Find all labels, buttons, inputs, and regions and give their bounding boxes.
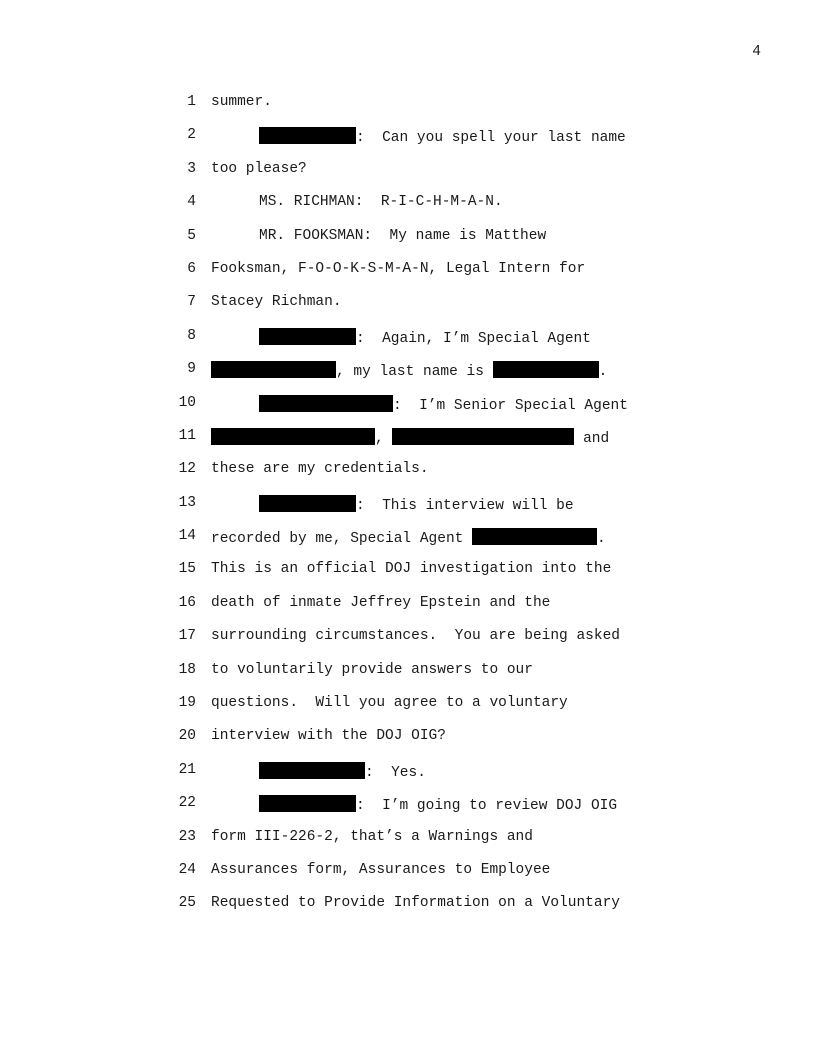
transcript-line <box>0 659 816 692</box>
redaction-box <box>493 361 599 378</box>
transcript-line <box>0 592 816 625</box>
line-number: 1 <box>187 94 196 110</box>
redaction-box <box>392 428 574 445</box>
line-number: 20 <box>178 728 196 745</box>
redaction-box <box>259 762 365 779</box>
line-number: 15 <box>178 561 196 578</box>
line-text: This is an official DOJ investigation into the <box>211 561 612 578</box>
line-text: . <box>597 531 606 548</box>
transcript-line <box>0 525 816 558</box>
line-text: and <box>574 430 610 447</box>
line-text: : I’m going to review DOJ OIG <box>356 798 618 815</box>
transcript-line <box>0 225 816 258</box>
line-text: : Again, I’m Special Agent <box>356 330 591 347</box>
line-number: 17 <box>178 628 196 645</box>
transcript-line <box>0 458 816 491</box>
transcript-line <box>0 258 816 291</box>
transcript-line <box>0 291 816 324</box>
transcript-line <box>0 325 816 358</box>
transcript-line <box>0 191 816 224</box>
line-number: 11 <box>178 427 196 444</box>
line-number: 2 <box>187 127 196 144</box>
line-text: Assurances form, Assurances to Employee <box>211 861 551 878</box>
transcript-line <box>0 558 816 591</box>
line-text: death of inmate Jeffrey Epstein and the <box>211 594 551 611</box>
transcript-body <box>0 91 816 926</box>
transcript-line <box>0 859 816 892</box>
line-text: Fooksman, F-O-O-K-S-M-A-N, Legal Intern for <box>211 260 586 277</box>
line-number: 5 <box>187 227 196 244</box>
line-text: form III-226-2, that’s a Warnings and <box>211 828 533 845</box>
line-text: MR. FOOKSMAN: My name is Matthew <box>259 227 547 244</box>
line-number: 21 <box>178 761 196 778</box>
transcript-line <box>0 692 816 725</box>
redaction-box <box>259 495 356 512</box>
line-text: to voluntarily provide answers to our <box>211 661 533 678</box>
line-number: 3 <box>187 160 196 177</box>
transcript-line <box>0 492 816 525</box>
redaction-box <box>259 127 356 144</box>
line-number: 24 <box>178 861 196 878</box>
line-text: : I’m Senior Special Agent <box>393 397 628 414</box>
redaction-box <box>259 328 356 345</box>
line-text: recorded by me, Special Agent <box>211 531 473 548</box>
line-number: 4 <box>187 194 196 211</box>
line-number: 25 <box>178 895 196 912</box>
transcript-line <box>0 892 816 925</box>
transcript-line <box>0 158 816 191</box>
line-text: summer. <box>211 94 272 110</box>
line-text: interview with the DOJ OIG? <box>211 728 446 745</box>
transcript-line <box>0 91 816 124</box>
redaction-box <box>211 428 375 445</box>
line-text: : This interview will be <box>356 497 574 514</box>
line-number: 22 <box>178 795 196 812</box>
page-number: 4 <box>752 44 761 60</box>
line-number: 12 <box>178 461 196 478</box>
redaction-box <box>259 795 356 812</box>
line-number: 7 <box>187 294 196 311</box>
line-number: 18 <box>178 661 196 678</box>
redaction-box <box>259 395 393 412</box>
transcript-line <box>0 792 816 825</box>
line-text: : Yes. <box>365 764 426 781</box>
line-text: : Can you spell your last name <box>356 130 626 147</box>
line-text: questions. Will you agree to a voluntary <box>211 695 568 712</box>
redaction-box <box>211 361 336 378</box>
transcript-line <box>0 826 816 859</box>
line-text: MS. RICHMAN: R-I-C-H-M-A-N. <box>259 194 503 211</box>
line-number: 8 <box>187 327 196 344</box>
transcript-line <box>0 725 816 758</box>
line-text: these are my credentials. <box>211 461 429 478</box>
transcript-line <box>0 124 816 157</box>
line-text: , my last name is <box>336 364 493 381</box>
line-number: 16 <box>178 594 196 611</box>
transcript-line <box>0 392 816 425</box>
transcript-line <box>0 759 816 792</box>
transcript-line <box>0 358 816 391</box>
line-number: 13 <box>178 494 196 511</box>
line-number: 14 <box>178 528 196 545</box>
line-text: Requested to Provide Information on a Voluntary <box>211 895 620 912</box>
transcript-line <box>0 425 816 458</box>
line-text: Stacey Richman. <box>211 294 342 311</box>
line-number: 19 <box>178 695 196 712</box>
line-number: 9 <box>187 361 196 378</box>
line-number: 23 <box>178 828 196 845</box>
line-text: , <box>375 430 393 447</box>
transcript-line <box>0 625 816 658</box>
line-text: surrounding circumstances. You are being asked <box>211 628 620 645</box>
redaction-box <box>472 528 597 545</box>
line-text: . <box>598 364 608 381</box>
line-number: 10 <box>178 394 196 411</box>
line-text: too please? <box>211 160 307 177</box>
line-number: 6 <box>187 260 196 277</box>
